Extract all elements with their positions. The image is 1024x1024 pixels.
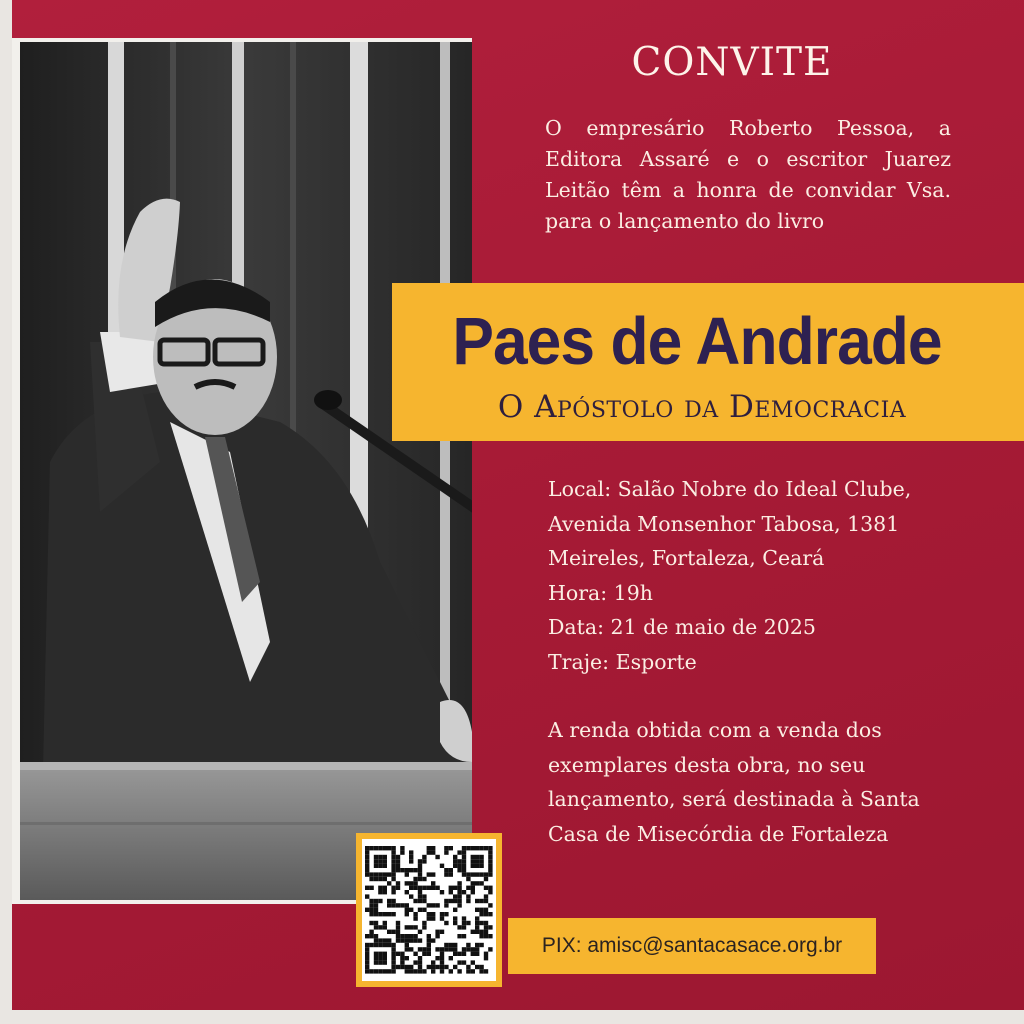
dress-code: Traje: Esporte (548, 649, 697, 674)
pix-key-box (508, 918, 876, 974)
qr-code[interactable] (362, 839, 496, 981)
invitation-card (12, 0, 1024, 1010)
book-subtitle: O Apóstolo da Democracia (497, 389, 907, 425)
charity-note: A renda obtida com a venda dos exemplares desta obra, no seu lançamento, será destinada à Santa Casa de Misecórdia de Fortaleza (548, 718, 920, 846)
book-title: Paes de Andrade (452, 304, 942, 379)
location-line-3: Meireles, Fortaleza, Ceará (548, 546, 825, 570)
book-title-banner (392, 283, 1024, 441)
event-date: Data: 21 de maio de 2025 (548, 615, 816, 639)
event-time: Hora: 19h (548, 580, 653, 605)
qr-code-icon (362, 839, 496, 981)
photo-frame (12, 38, 472, 904)
location-line-1: Local: Salão Nobre do Ideal Clube, (548, 477, 912, 501)
location-line-2: Avenida Monsenhor Tabosa, 1381 (548, 511, 900, 536)
event-details (548, 472, 988, 679)
qr-code-frame (356, 833, 502, 987)
portrait-photo (20, 42, 472, 900)
pix-key[interactable]: PIX: amisc@santacasace.org.br (541, 934, 843, 957)
portrait-illustration (20, 42, 472, 900)
invitation-intro: O empresário Roberto Pessoa, a Editora Assaré e o escritor Juarez Leitão têm a honra de convidar Vsa. para o lançamento do livro (545, 116, 951, 233)
invitation-heading: CONVITE (631, 40, 833, 85)
